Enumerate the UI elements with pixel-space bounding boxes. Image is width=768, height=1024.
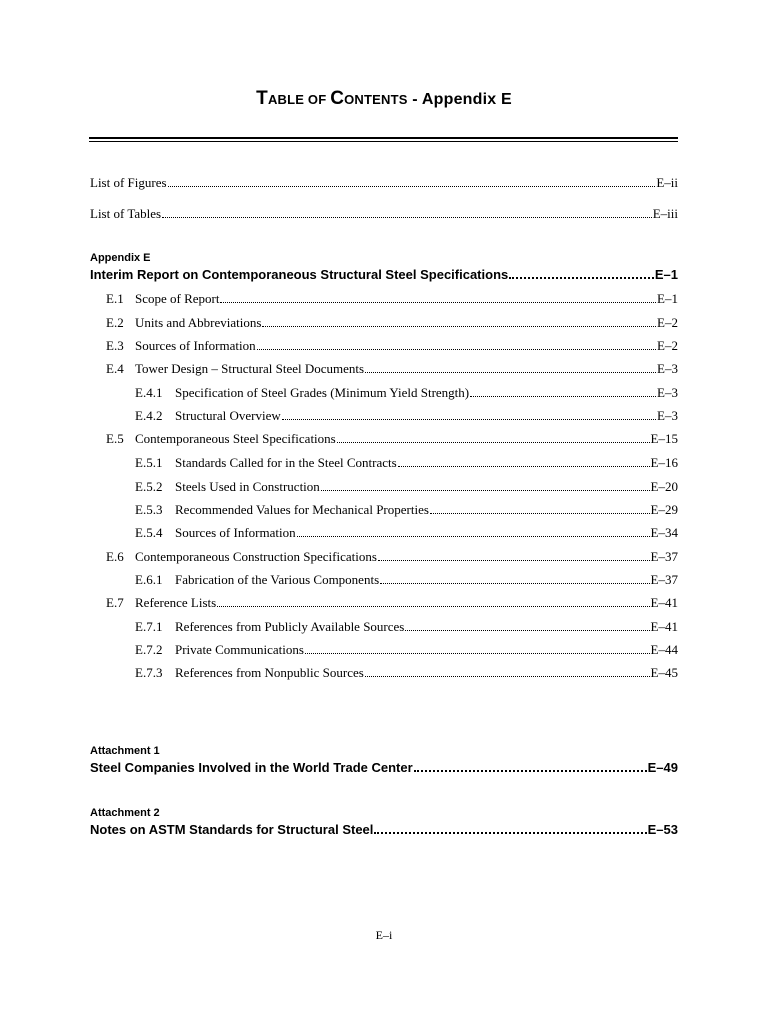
dot-leader <box>162 206 652 218</box>
appendix-caption: Appendix E <box>90 252 151 264</box>
toc-entry[interactable] <box>135 455 678 471</box>
dot-leader <box>217 595 649 607</box>
toc-entry-number: E.6.1 <box>135 572 163 587</box>
toc-entry[interactable] <box>135 525 678 541</box>
toc-entry-label: Interim Report on Contemporaneous Structural Steel Specifications <box>90 267 509 282</box>
toc-entry-list-of-tables[interactable] <box>90 206 678 222</box>
toc-entry[interactable] <box>135 572 678 588</box>
toc-entry-page: E–3 <box>657 408 678 423</box>
toc-entry-page: E–41 <box>650 619 678 634</box>
toc-entry-number: E.5.4 <box>135 525 163 540</box>
toc-entry[interactable] <box>106 315 678 331</box>
toc-entry[interactable] <box>106 595 678 611</box>
toc-entry[interactable] <box>135 502 678 518</box>
dot-leader <box>414 760 647 772</box>
toc-entry-label: Structural Overview <box>175 408 281 423</box>
dot-leader <box>168 175 656 187</box>
toc-entry[interactable] <box>106 361 678 377</box>
toc-entry-label: Contemporaneous Steel Specifications <box>135 431 336 446</box>
toc-entry-page: E–2 <box>657 338 678 353</box>
toc-entry-page: E–41 <box>650 595 678 610</box>
toc-entry-label: Private Communications <box>175 642 304 657</box>
dot-leader <box>380 572 649 584</box>
dot-leader <box>378 549 650 561</box>
toc-entry-page: E–15 <box>650 431 678 446</box>
toc-entry[interactable] <box>135 665 678 681</box>
toc-entry-label: Standards Called for in the Steel Contracts <box>175 455 397 470</box>
toc-entry-list-of-figures[interactable] <box>90 175 678 191</box>
toc-entry-number: E.3 <box>106 338 124 353</box>
toc-entry-number: E.7.3 <box>135 665 163 680</box>
toc-entry-label: Units and Abbreviations <box>135 315 262 330</box>
toc-entry-page: E–49 <box>647 760 678 775</box>
toc-entry-label: List of Tables <box>90 206 162 221</box>
attachment-caption: Attachment 1 <box>90 745 160 757</box>
toc-entry-label: List of Figures <box>90 175 167 190</box>
toc-entry[interactable] <box>106 338 678 354</box>
toc-entry-number: E.5.1 <box>135 455 163 470</box>
page-number: E–i <box>375 928 393 942</box>
toc-entry[interactable] <box>135 479 678 495</box>
toc-entry-attachment-2[interactable] <box>90 822 678 838</box>
title-divider <box>89 137 678 142</box>
toc-entry-label: Steel Companies Involved in the World Trade Center <box>90 760 413 775</box>
toc-entry-number: E.4.2 <box>135 408 163 423</box>
toc-entry-page: E–2 <box>657 315 678 330</box>
toc-entry-page: E–53 <box>647 822 678 837</box>
toc-entry[interactable] <box>106 291 678 307</box>
toc-entry-page: E–3 <box>657 361 678 376</box>
toc-entry-number: E.7.2 <box>135 642 163 657</box>
dot-leader <box>365 665 650 677</box>
toc-entry-number: E.5.3 <box>135 502 163 517</box>
dot-leader <box>365 361 656 373</box>
toc-entry-label: Steels Used in Construction <box>175 479 320 494</box>
title-part: - Appendix E <box>407 91 512 108</box>
dot-leader <box>262 315 656 327</box>
toc-entry-page: E–1 <box>657 291 678 306</box>
toc-entry-number: E.5 <box>106 431 124 446</box>
dot-leader <box>305 642 650 654</box>
title-part: T <box>256 88 268 109</box>
toc-entry-number: E.7.1 <box>135 619 163 634</box>
toc-entry-page: E–37 <box>650 572 678 587</box>
dot-leader <box>321 479 650 491</box>
toc-entry[interactable] <box>135 385 678 401</box>
dot-leader <box>470 385 656 397</box>
toc-entry-label: Tower Design – Structural Steel Documents <box>135 361 365 376</box>
toc-entry-page: E–37 <box>650 549 678 564</box>
toc-entry[interactable] <box>135 619 678 635</box>
toc-entry-page: E–34 <box>650 525 678 540</box>
toc-entry-page: E–3 <box>657 385 678 400</box>
toc-entry-number: E.7 <box>106 595 124 610</box>
toc-entry[interactable] <box>135 642 678 658</box>
toc-entry-number: E.2 <box>106 315 124 330</box>
toc-entry-label: Recommended Values for Mechanical Properties <box>175 502 429 517</box>
page-title <box>0 88 768 110</box>
attachment-caption: Attachment 2 <box>90 807 160 819</box>
toc-entry-page: E–20 <box>650 479 678 494</box>
toc-entry-label: References from Nonpublic Sources <box>175 665 364 680</box>
toc-entry-attachment-1[interactable] <box>90 760 678 776</box>
toc-entry-number: E.4.1 <box>135 385 163 400</box>
toc-entry-page: E–29 <box>650 502 678 517</box>
toc-entry-label: References from Publicly Available Sources <box>175 619 405 634</box>
toc-entry-page: E–45 <box>650 665 678 680</box>
toc-entry-appendix-title[interactable] <box>90 267 678 283</box>
title-part: C <box>330 88 345 109</box>
title-part: ABLE OF <box>267 92 331 107</box>
dot-leader <box>257 338 656 350</box>
toc-entry[interactable] <box>135 408 678 424</box>
toc-entry-page: E–44 <box>650 642 678 657</box>
dot-leader <box>337 431 650 443</box>
toc-entry-label: Specification of Steel Grades (Minimum Yield Strength) <box>175 385 470 400</box>
dot-leader <box>374 822 646 834</box>
title-part: ONTENTS <box>344 92 408 107</box>
toc-entry-page: E–16 <box>650 455 678 470</box>
dot-leader <box>220 291 656 303</box>
toc-entry-label: Scope of Report <box>135 291 220 306</box>
toc-entry-number: E.6 <box>106 549 124 564</box>
toc-entry-label: Contemporaneous Construction Specifications <box>135 549 377 564</box>
dot-leader <box>398 455 650 467</box>
dot-leader <box>509 267 654 279</box>
dot-leader <box>405 619 649 631</box>
toc-entry-number: E.5.2 <box>135 479 163 494</box>
toc-entry-label: Sources of Information <box>135 338 256 353</box>
toc-entry-page: E–1 <box>654 267 678 282</box>
toc-entry-label: Sources of Information <box>175 525 296 540</box>
toc-entry-page: E–ii <box>656 175 678 190</box>
toc-entry-number: E.4 <box>106 361 124 376</box>
toc-entry-label: Reference Lists <box>135 595 217 610</box>
toc-entry-label: Fabrication of the Various Components <box>175 572 380 587</box>
toc-entry[interactable] <box>106 549 678 565</box>
dot-leader <box>282 408 656 420</box>
toc-entry-label: Notes on ASTM Standards for Structural Steel <box>90 822 374 837</box>
dot-leader <box>297 525 650 537</box>
toc-entry-number: E.1 <box>106 291 124 306</box>
toc-entry[interactable] <box>106 431 678 447</box>
dot-leader <box>430 502 650 514</box>
toc-entry-page: E–iii <box>652 206 678 221</box>
